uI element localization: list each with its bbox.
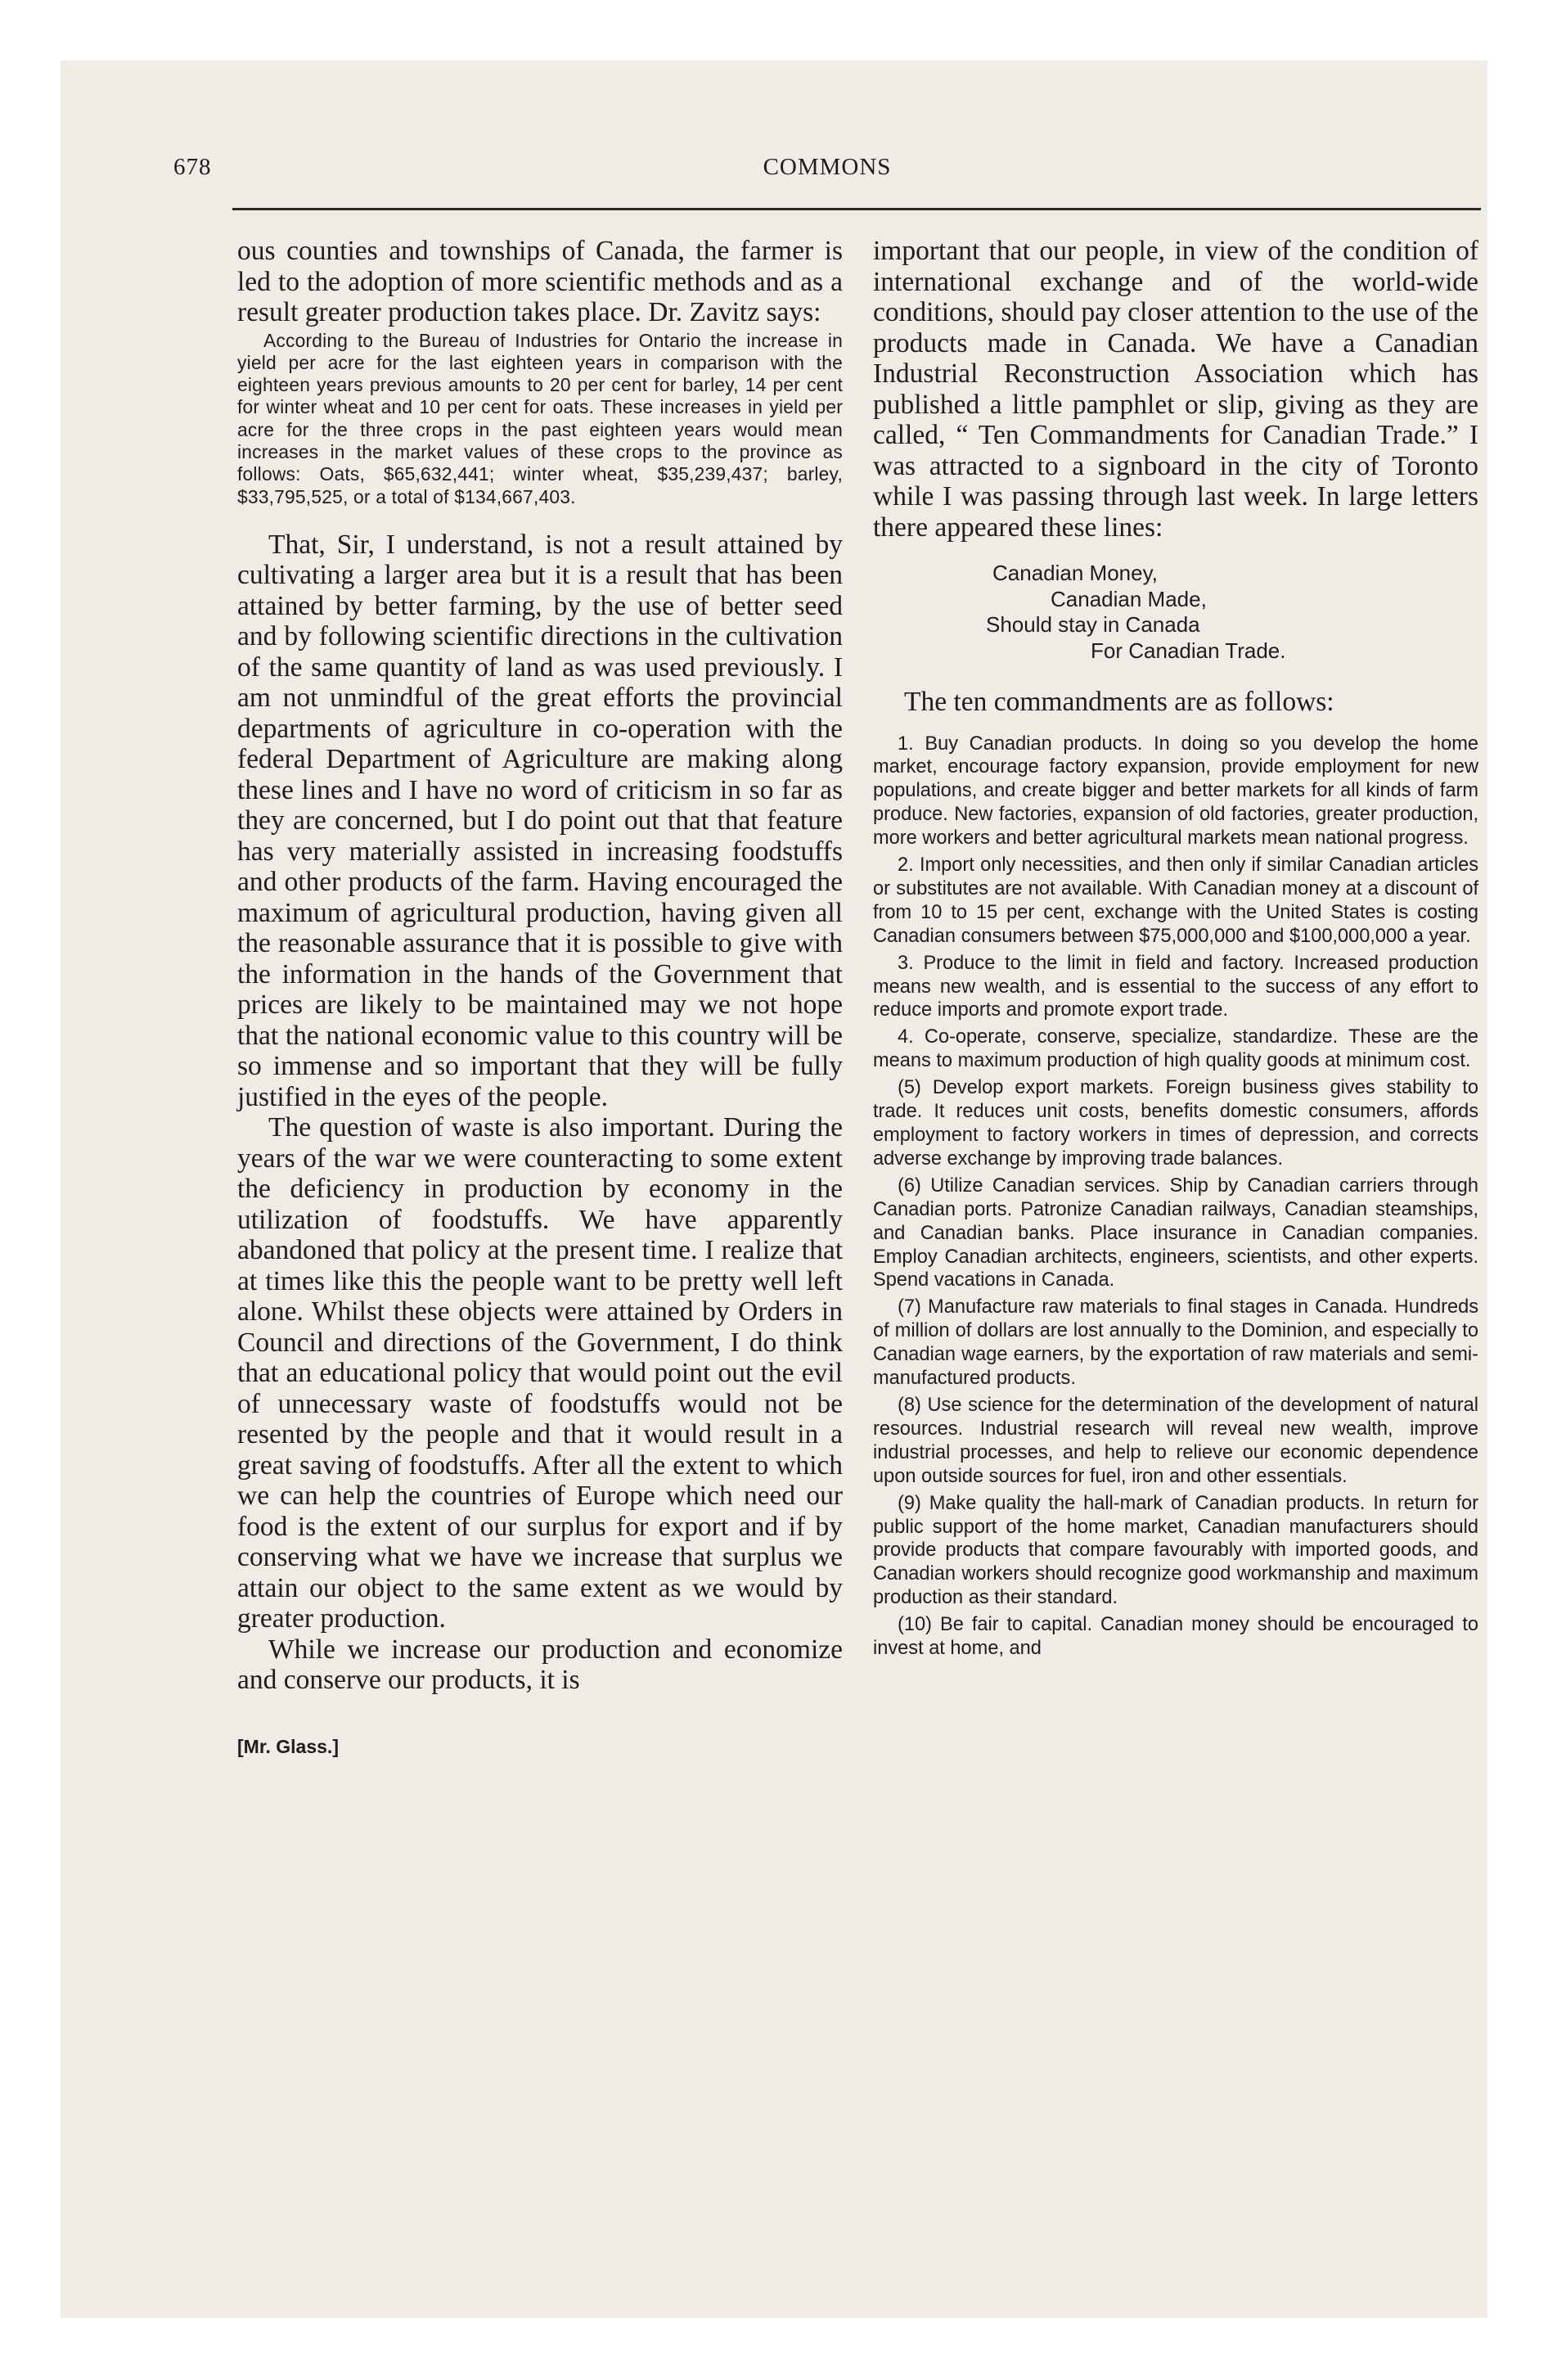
verse-line: Canadian Made, xyxy=(1051,586,1207,611)
verse-line: For Canadian Trade. xyxy=(1091,638,1286,663)
page-sheet xyxy=(61,61,1487,2318)
commandment-item: 3. Produce to the limit in field and factory. Increased production means new wealth, and is essential to the success of any effort to reduce imports and promote export trade. xyxy=(873,952,1478,1021)
page-header xyxy=(173,154,1481,193)
block-quote: According to the Bureau of Industries for Ontario the increase in yield per acre for the last eighteen years in comparison with the eighteen years previous amounts to 20 per cent for barley, 14 per cent for winter wheat and 10 per cent for oats. These increases in yield per acre for the three crops in the past eighteen years would mean increases in the market values of these crops to the province as follows: Oats, $65,632,441; winter wheat, $35,239,437; barley, $33,795,525, or a total of $134,667,403. xyxy=(237,329,843,507)
header-rule xyxy=(232,208,1481,210)
paragraph: The ten commandments are as follows: xyxy=(904,687,1334,717)
commandment-item: (6) Utilize Canadian services. Ship by Canadian carriers through Canadian ports. Patronize Canadian railways, Canadian steamships, and Canadian banks. Place insurance in Canadian companies. Employ Canadian architects, engineers, scientists, and other experts. Spend vacations in Canada. xyxy=(873,1174,1478,1291)
paragraph: While we increase our production and economize and conserve our products, it is xyxy=(237,1634,843,1696)
paragraph: The question of waste is also important. During the years of the war we were counteracting to some extent the deficiency in production by economy in the utilization of foodstuffs. We have apparently abandoned that policy at the present time. I realize that at times like this the people want to be pretty well left alone. Whilst these objects were attained by Orders in Council and directions of the Government, I do think that an educational policy that would point out the evil of unnecessary waste of foodstuffs would not be resented by the people and that it would result in a great saving of foodstuffs. After all the extent to which we can help the countries of Europe which need our food is the extent of our surplus for export and if by conserving what we have we increase that surplus we attain our object to the same extent as we would by greater production. xyxy=(237,1112,843,1634)
right-column xyxy=(873,236,1478,1664)
commandment-item: 2. Import only necessities, and then only if similar Canadian articles or substitutes are not available. With Canadian money at a discount of from 10 to 15 per cent, exchange with the United States is costing Canadian consumers between $75,000,000 and $100,000,000 a year. xyxy=(873,854,1478,947)
running-head: COMMONS xyxy=(763,154,892,180)
verse-line: Canadian Money, xyxy=(992,561,1158,585)
commandment-item: 4. Co-operate, conserve, specialize, standardize. These are the means to maximum production of high quality goods at minimum cost. xyxy=(873,1026,1478,1072)
speaker-attribution: [Mr. Glass.] xyxy=(237,1735,339,1757)
signboard-verse xyxy=(873,561,1478,664)
commandment-item: (10) Be fair to capital. Canadian money should be encouraged to invest at home, and xyxy=(873,1614,1478,1660)
paragraph: important that our people, in view of the condition of international exchange and of the world-wide conditions, should pay closer attention to the use of the products made in Canada. We have a Canadian Industrial Reconstruction Association which has published a little pamphlet or slip, giving as they are called, “ Ten Commandments for Canadian Trade.” I was attracted to a signboard in the city of Toronto while I was passing through last week. In large letters there appeared these lines: xyxy=(873,236,1478,543)
left-column xyxy=(237,236,843,1762)
commandment-item: (7) Manufacture raw materials to final stages in Canada. Hundreds of million of dollars are lost annually to the Dominion, and especially to Canadian wage earners, by the exportation of raw materials and semi-manufactured products. xyxy=(873,1296,1478,1390)
page-number: 678 xyxy=(173,154,212,180)
commandment-item: (5) Develop export markets. Foreign business gives stability to trade. It reduces unit costs, benefits domestic consumers, affords employment to factory workers in times of depression, and corrects adverse exchange by improving trade balances. xyxy=(873,1077,1478,1170)
commandment-item: (8) Use science for the determination of the development of natural resources. Industrial research will reveal new wealth, improve industrial processes, and help to relieve our economic dependence upon outside sources for fuel, iron and other essentials. xyxy=(873,1394,1478,1487)
verse-line: Should stay in Canada xyxy=(986,612,1200,637)
commandment-item: 1. Buy Canadian products. In doing so you develop the home market, encourage factory expansion, provide employment for new populations, and create bigger and better markets for all kinds of farm produce. New factories, expansion of old factories, greater production, more workers and better agricultural markets mean national progress. xyxy=(873,732,1478,850)
paragraph: That, Sir, I understand, is not a result attained by cultivating a larger area but it is a result that has been attained by better farming, by the use of better seed and by following scientific directions in the cultivation of the same quantity of land as was used previously. I am not unmindful of the great efforts the provincial departments of agriculture in co-operation with the federal Department of Agriculture are making along these lines and I have no word of criticism in so far as they are concerned, but I do point out that that feature has very materially assisted in increasing foodstuffs and other products of the farm. Having encouraged the maximum of agricultural production, having given all the reasonable assurance that it is possible to give with the information in the hands of the Government that prices are likely to be maintained may we not hope that the national economic value to this country will be so immense and so important that they will be fully justified in the eyes of the people. xyxy=(237,529,843,1112)
commandment-item: (9) Make quality the hall-mark of Canadian products. In return for public support of the home market, Canadian manufacturers should provide products that compare favourably with imported goods, and Canadian workers should recognize good workmanship and maximum production as their standard. xyxy=(873,1492,1478,1609)
paragraph: ous counties and townships of Canada, the farmer is led to the adoption of more scientific methods and as a result greater production takes place. Dr. Zavitz says: xyxy=(237,236,843,327)
